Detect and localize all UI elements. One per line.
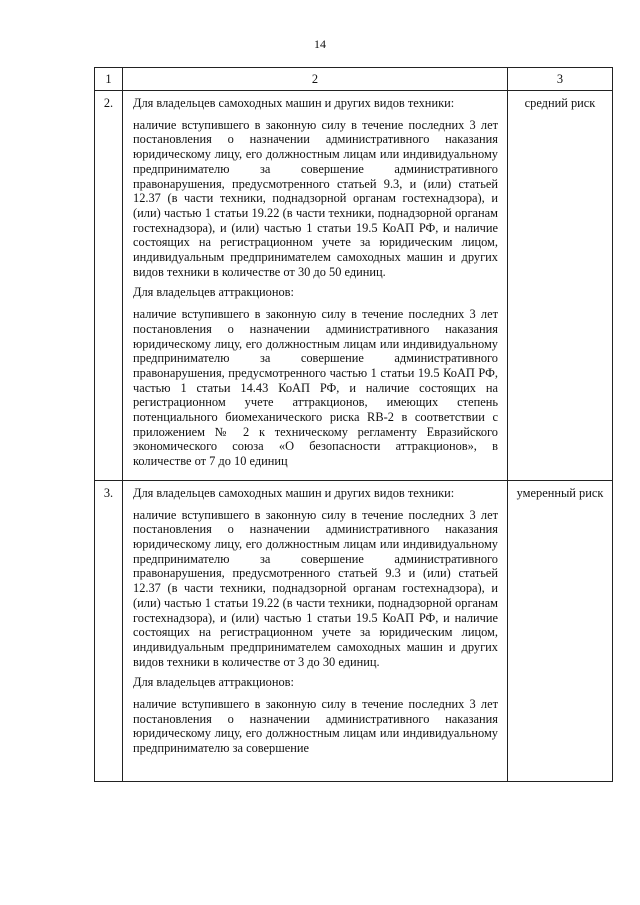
row-number: 2. <box>95 91 123 481</box>
risk-level: умеренный риск <box>508 480 613 781</box>
row-number: 3. <box>95 480 123 781</box>
criteria-continued-block <box>133 486 498 781</box>
column-header-3: 3 <box>508 68 613 91</box>
page-number: 14 <box>314 37 326 51</box>
table-header-row <box>95 68 613 91</box>
row-criteria <box>123 480 508 781</box>
risk-level: средний риск <box>508 91 613 481</box>
column-header-1: 1 <box>95 68 123 91</box>
criteria-text: наличие вступившего в законную силу в течение последних 3 лет постановления о назначении административного наказания юридическому лицу, его должностным лицам или индивидуальному предпринимателю за совершение <box>133 697 498 756</box>
risk-criteria-table <box>94 67 613 782</box>
criteria-heading: Для владельцев самоходных машин и других видов техники: <box>133 485 455 500</box>
criteria-text: наличие вступившего в законную силу в течение последних 3 лет постановления о назначении административного наказания юридическому лицу, его должностным лицам или индивидуальному предпринимателю за совершение административного правонарушения, предусмотренного частью 1 статьи 19.5 КоАП РФ, частью 1 статьи 14.43 КоАП РФ, и наличие состоящих на регистрационном учете аттракционов, имеющих степень потенциального биомеханического риска RB-2 в соответствии с приложением № 2 к техническому регламенту Евразийского экономического союза «О безопасности аттракционов», в количестве от 7 до 10 единиц <box>133 307 498 469</box>
column-header-2: 2 <box>123 68 508 91</box>
table-row <box>95 480 613 781</box>
row-criteria <box>123 91 508 481</box>
criteria-text: наличие вступившего в законную силу в течение последних 3 лет постановления о назначении административного наказания юридическому лицу, его должностным лицам или индивидуальному предпринимателю за совершение административного правонарушения, предусмотренного статьей 9.3 и (или) статьей 12.37 (в части техники, поднадзорной органам гостехнадзора), и (или) частью 1 статьи 19.22 (в части техники, поднадзорной органам гостехнадзора), и (или) частью 1 статьи 19.5 КоАП РФ, и наличие состоящих на регистрационном учете за юридическим лицом, индивидуальным предпринимателем самоходных машин и других видов техники в количестве от 3 до 30 единиц. <box>133 507 498 669</box>
criteria-text: наличие вступившего в законную силу в течение последних 3 лет постановления о назначении административного наказания юридическому лицу, его должностным лицам или индивидуальному предпринимателю за совершение административного правонарушения, предусмотренного статьей 9.3, и (или) статьей 12.37 (в части техники, поднадзорной органам гостехнадзора), и (или) частью 1 статьи 19.22 (в части техники, поднадзорной органам гостехнадзора), и (или) частью 1 статьи 19.5 КоАП РФ, и наличие состоящих на регистрационном учете за юридическим лицом, индивидуальным предпринимателем самоходных машин и других видов техники в количестве от 30 до 50 единиц. <box>133 117 498 279</box>
criteria-subheading: Для владельцев аттракционов: <box>133 675 294 690</box>
criteria-heading: Для владельцев самоходных машин и других видов техники: <box>133 96 455 110</box>
criteria-subheading: Для владельцев аттракционов: <box>133 285 294 300</box>
table-row <box>95 91 613 481</box>
